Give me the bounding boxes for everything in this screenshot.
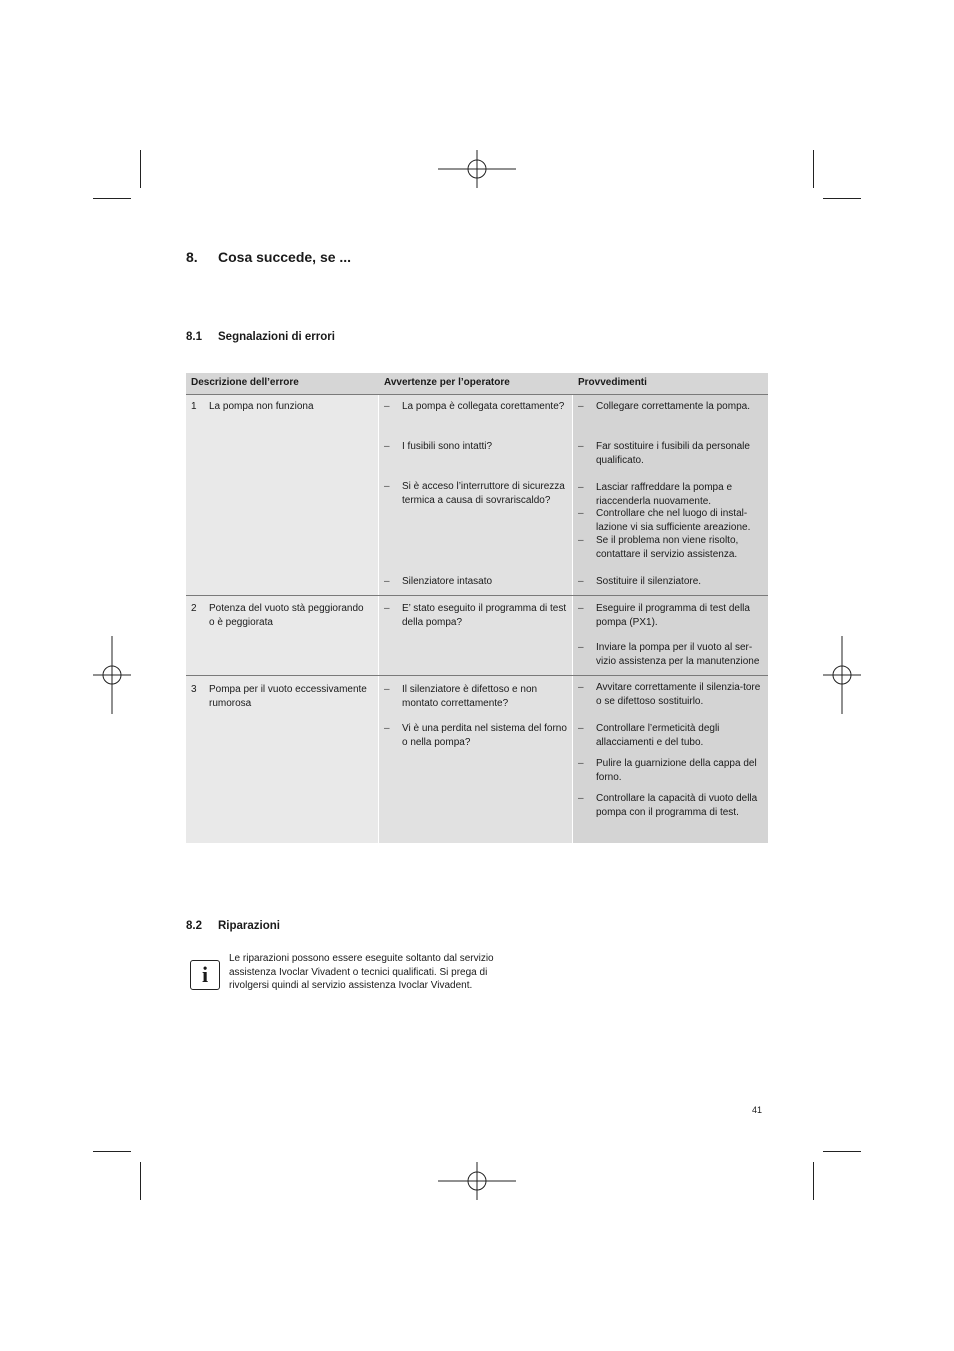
subsection-heading <box>186 331 335 343</box>
error-description: Potenza del vuoto stà peggiorando o è peggiorata <box>209 603 364 628</box>
crop-mark <box>140 150 141 188</box>
crop-mark <box>823 198 861 199</box>
page-number: 41 <box>752 1105 763 1115</box>
crop-mark <box>813 1162 814 1200</box>
subsection-heading <box>186 920 280 932</box>
error-number: 1 <box>191 401 197 412</box>
row-divider <box>186 595 768 596</box>
info-text: Le riparazioni possono essere eseguite soltanto dal servizio assistenza Ivoclar Vivadent o tecnici qualificati. Si prega di rivolgersi quindi al servizio assistenza Ivoclar Vivadent. <box>229 953 494 991</box>
column-header: Avvertenze per l’operatore <box>384 377 510 388</box>
subsection-number: 8.2 <box>186 920 202 932</box>
info-glyph: i <box>201 962 209 987</box>
info-icon <box>190 960 220 990</box>
row-divider <box>186 394 768 395</box>
section-number: 8. <box>186 249 198 265</box>
error-description: Pompa per il vuoto eccessivamente rumorosa <box>209 684 367 709</box>
subsection-number: 8.1 <box>186 331 202 343</box>
error-number: 3 <box>191 684 197 695</box>
crop-mark <box>823 1151 861 1152</box>
subsection-title: Riparazioni <box>218 920 280 932</box>
column-header: Descrizione dell’errore <box>191 377 299 388</box>
crop-mark <box>93 1151 131 1152</box>
registration-mark-icon <box>438 1162 516 1200</box>
registration-mark-icon <box>438 150 516 188</box>
error-table: Descrizione dell’errore Avvertenze per l’operatore Provvedimenti 1 La pompa non funziona – La pompa è collegata corettamente? – I fusibili sono intatti? – Si è acceso l’interruttore di sicurezza termica a causa di sovrariscaldo? – Silenziatore intasato – Collegare correttamente la pompa. – Far sostituire i fusibili da personale qualificato. – Lasciar raffreddare la pompa e riaccenderla nuovamente. – Controllare che nel luogo di instal-lazione vi sia sufficiente areazione. – Se il problema non viene risolto, contattare il servizio assistenza. – Sostituire il silenziatore. 2 Potenza del vuoto stà peggiorando o è peggiorata – E’ stato eseguito il programma di test della pompa? – Eseguire il programma di test della pompa (PX1). – Inviare la pompa per il vuoto al ser-vizio assistenza per la manutenzione 3 Pompa per il vuoto eccessivamente rumorosa – Il silenziatore è difettoso e non montato correttamente? – Vi è una perdita nel sistema del forno o nella pompa? – Avvitare correttamente il silenzia-tore o se difettoso sostituirlo. – Controllare l’ermeticità degli allacciamenti e del tubo. – Pulire la guarnizione della cappa del forno. – Controllare la capacità di vuoto della pompa con il programma di test. <box>186 373 768 843</box>
section-heading <box>186 249 351 265</box>
section-title: Cosa succede, se ... <box>218 249 352 265</box>
crop-mark <box>93 198 131 199</box>
column-header: Provvedimenti <box>578 377 647 388</box>
error-description: La pompa non funziona <box>209 401 314 412</box>
crop-mark <box>813 150 814 188</box>
row-divider <box>186 675 768 676</box>
subsection-title: Segnalazioni di errori <box>218 331 335 343</box>
registration-mark-icon <box>93 636 131 714</box>
registration-mark-icon <box>823 636 861 714</box>
crop-mark <box>140 1162 141 1200</box>
error-number: 2 <box>191 603 197 614</box>
